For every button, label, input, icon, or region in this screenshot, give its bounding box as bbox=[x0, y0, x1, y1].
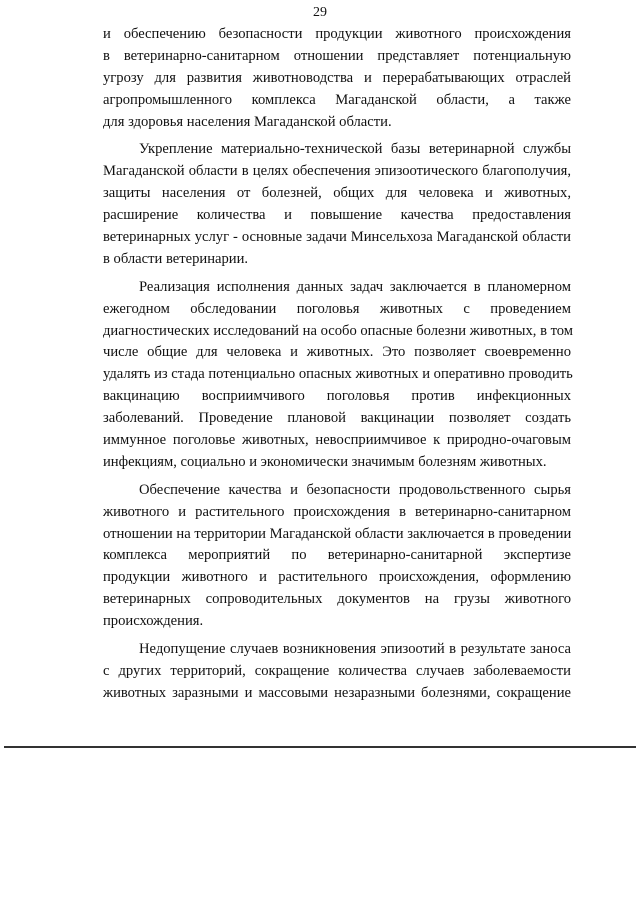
paragraph-continuation bbox=[103, 24, 571, 133]
text-line: и обеспечению безопасности продукции животного происхождения bbox=[103, 26, 571, 42]
text-line: Реализация исполнения данных задач заключается в планомерном bbox=[139, 278, 571, 295]
text-line: комплекса мероприятий по ветеринарно-санитарной экспертизе bbox=[103, 547, 571, 564]
text-line: для здоровья населения Магаданской области. bbox=[103, 113, 392, 130]
paragraph bbox=[103, 639, 571, 705]
text-line: ветеринарных сопроводительных документов на грузы животного bbox=[103, 591, 571, 608]
text-line: Недопущение случаев возникновения эпизоотий в результате заноса bbox=[139, 641, 571, 658]
text-line: Укрепление материально-технической базы ветеринарной службы bbox=[139, 141, 571, 158]
paragraph bbox=[103, 277, 574, 474]
text-line: удалять из стада потенциально опасных животных и оперативно проводить bbox=[103, 366, 573, 383]
text-line: с других территорий, сокращение количества случаев заболеваемости bbox=[103, 662, 571, 679]
text-line: угрозу для развития животноводства и перерабатывающих отраслей bbox=[103, 69, 571, 86]
text-line: Обеспечение качества и безопасности продовольственного сырья bbox=[139, 481, 571, 498]
text-line: животных заразными и массовыми незаразными болезнями, сокращение bbox=[103, 684, 571, 701]
text-line: заболеваний. Проведение плановой вакцинации позволяет создать bbox=[103, 410, 571, 427]
paragraph bbox=[103, 480, 571, 633]
text-line: диагностических исследований на особо опасные болезни животных, в том bbox=[103, 322, 574, 339]
paragraph bbox=[103, 139, 571, 270]
text-line: происхождения. bbox=[103, 613, 204, 630]
footer-divider bbox=[4, 746, 636, 748]
text-line: числе общие для человека и животных. Это позволяет своевременно bbox=[103, 344, 571, 361]
text-line: в ветеринарно-санитарном отношении представляет потенциальную bbox=[103, 47, 571, 64]
page-number: 29 bbox=[313, 5, 327, 20]
text-line: Магаданской области в целях обеспечения эпизоотического благополучия, bbox=[103, 163, 571, 180]
text-line: вакцинацию восприимчивого поголовья против инфекционных bbox=[103, 388, 571, 405]
text-line: продукции животного и растительного происхождения, оформлению bbox=[103, 569, 571, 586]
text-line: агропромышленного комплекса Магаданской области, а также bbox=[103, 91, 571, 108]
text-line: ветеринарных услуг - основные задачи Минсельхоза Магаданской области bbox=[103, 229, 571, 246]
text-line: ежегодном обследовании поголовья животных с проведением bbox=[103, 300, 571, 317]
text-line: инфекциям, социально и экономически значимым болезням животных. bbox=[103, 453, 547, 470]
text-line: иммунное поголовье животных, невосприимчивое к природно-очаговым bbox=[103, 432, 571, 449]
text-line: защиты населения от болезней, общих для человека и животных, bbox=[103, 185, 571, 202]
text-line: животного и растительного происхождения в ветеринарно-санитарном bbox=[103, 503, 571, 520]
text-line: отношении на территории Магаданской области заключается в проведении bbox=[103, 525, 572, 542]
text-line: в области ветеринарии. bbox=[103, 250, 249, 267]
text-line: расширение количества и повышение качества предоставления bbox=[103, 207, 571, 224]
document-body bbox=[103, 24, 574, 705]
